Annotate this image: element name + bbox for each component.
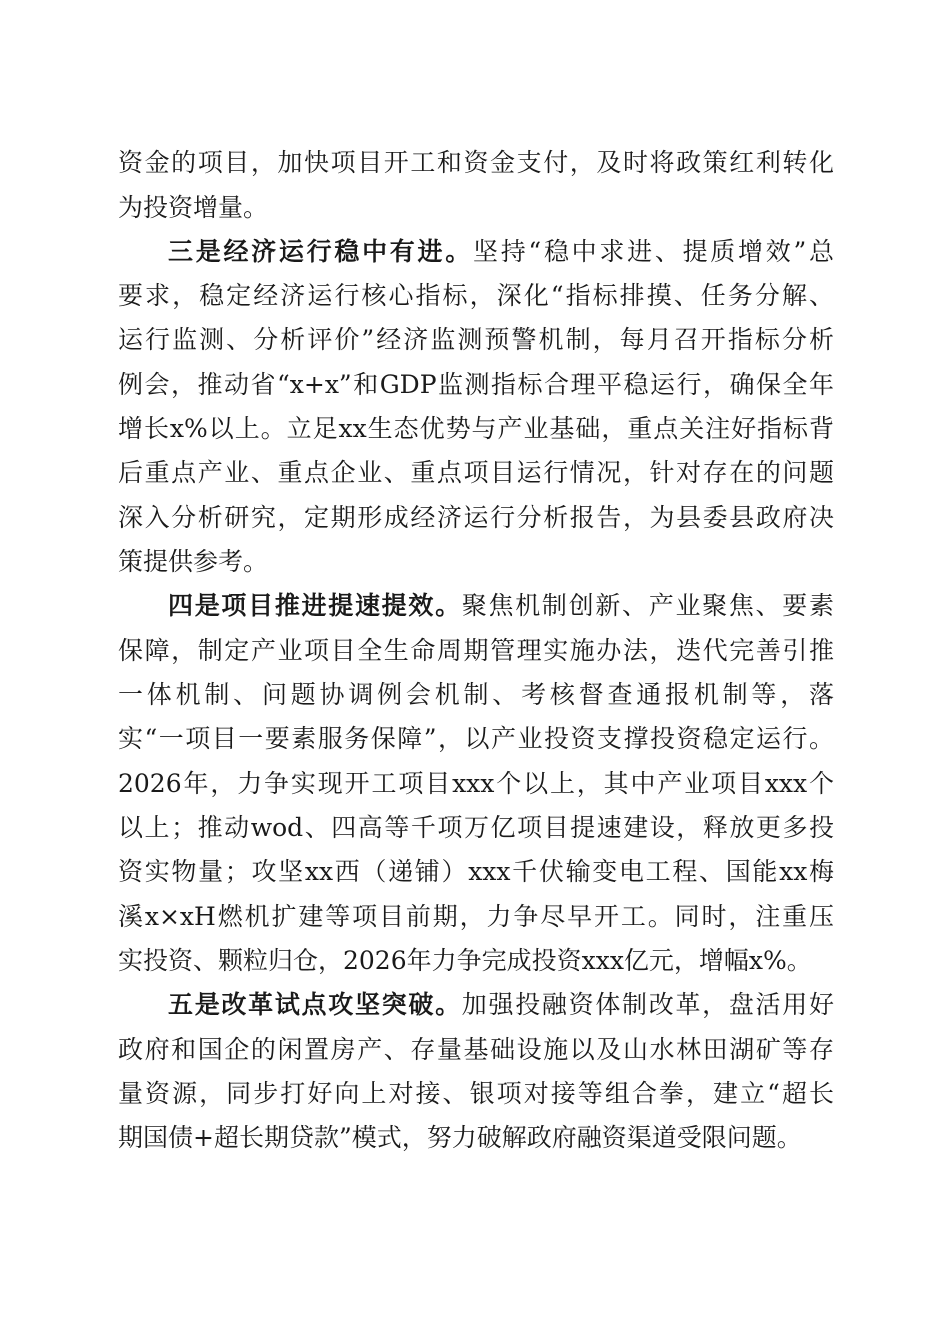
text: 资金的项目，加快项目开工和资金支付，及时将政策红利转化: [118, 148, 834, 177]
text: 要求，稳定经济运行核心指标，深化“指标排摸、任务分解、: [118, 281, 834, 310]
paragraph-3-line-4: [118, 365, 834, 405]
paragraph-2-line-2: [118, 188, 834, 228]
text: 加强投融资体制改革，盘活用好: [461, 990, 834, 1019]
paragraph-5-line-3: [118, 1074, 834, 1114]
paragraph-4-line-9: [118, 941, 834, 981]
paragraph-4-line-3: [118, 675, 834, 715]
text: 溪x×xH燃机扩建等项目前期，力争尽早开工。同时，注重压: [118, 902, 834, 931]
paragraph-4-line-4: [118, 719, 834, 759]
text: 期国债+超长期贷款”模式，努力破解政府融资渠道受限问题。: [118, 1123, 802, 1152]
text: 资实物量；攻坚xx西（递铺）xxx千伏输变电工程、国能xx梅: [118, 857, 834, 886]
paragraph-3-line-3: [118, 320, 834, 360]
paragraph-4-line-1: [168, 586, 834, 626]
text: 运行监测、分析评价”经济监测预警机制，每月召开指标分析: [118, 325, 834, 354]
paragraph-3-line-2: [118, 276, 834, 316]
paragraph-4-line-7: [118, 852, 834, 892]
text: 为投资增量。: [118, 193, 269, 222]
text: 例会，推动省“x+x”和GDP监测指标合理平稳运行，确保全年: [118, 370, 834, 399]
paragraph-5-line-4: [118, 1118, 834, 1158]
paragraph-5-line-1: [168, 985, 834, 1025]
text: 以上；推动wod、四高等千项万亿项目提速建设，释放更多投: [118, 813, 834, 842]
text: 量资源，同步打好向上对接、银项对接等组合拳，建立“超长: [118, 1079, 834, 1108]
paragraph-4-line-5: [118, 764, 834, 804]
text: 坚持“稳中求进、提质增效”总: [472, 237, 834, 266]
paragraph-2-line-1: [118, 143, 834, 183]
paragraph-3-line-1: [168, 232, 834, 272]
text: 一体机制、问题协调例会机制、考核督查通报机制等，落: [118, 680, 834, 709]
text: 聚焦机制创新、产业聚焦、要素: [461, 591, 834, 620]
paragraph-5-heading: 五是改革试点攻坚突破。: [168, 990, 462, 1019]
paragraph-3-line-7: [118, 498, 834, 538]
text: 保障，制定产业项目全生命周期管理实施办法，迭代完善引推: [118, 636, 834, 665]
paragraph-5-line-2: [118, 1030, 834, 1070]
paragraph-4-line-6: [118, 808, 834, 848]
text: 深入分析研究，定期形成经济运行分析报告，为县委县政府决: [118, 503, 834, 532]
paragraph-4-line-2: [118, 631, 834, 671]
text: 策提供参考。: [118, 547, 269, 576]
text: 实投资、颗粒归仓，2026年力争完成投资xxx亿元，增幅x%。: [118, 946, 812, 975]
text: 后重点产业、重点企业、重点项目运行情况，针对存在的问题: [118, 458, 834, 487]
paragraph-3-line-8: [118, 542, 834, 582]
paragraph-4-heading: 四是项目推进提速提效。: [168, 591, 462, 620]
paragraph-3-heading: 三是经济运行稳中有进。: [168, 237, 473, 266]
text: 政府和国企的闲置房产、存量基础设施以及山水林田湖矿等存: [118, 1035, 834, 1064]
paragraph-4-line-8: [118, 897, 834, 937]
text: 增长x%以上。立足xx生态优势与产业基础，重点关注好指标背: [118, 414, 834, 443]
text: 2026年，力争实现开工项目xxx个以上，其中产业项目xxx个: [118, 769, 834, 798]
text: 实“一项目一要素服务保障”，以产业投资支撑投资稳定运行。: [118, 724, 834, 753]
paragraph-3-line-5: [118, 409, 834, 449]
paragraph-3-line-6: [118, 453, 834, 493]
